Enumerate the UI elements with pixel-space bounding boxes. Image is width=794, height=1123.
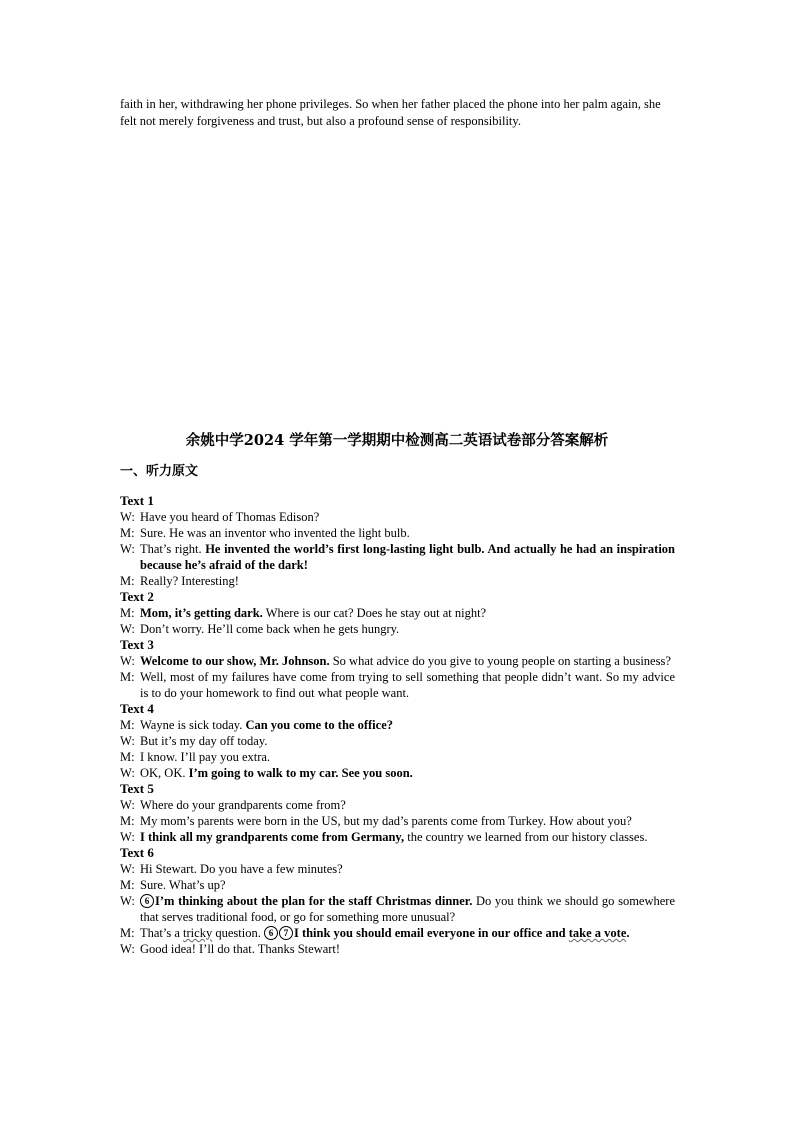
dialogue-line [120, 749, 675, 765]
text-segment: I’m thinking about the plan for the staff Christmas dinner. [155, 894, 473, 908]
text-label: Text 4 [120, 701, 154, 716]
text-label: Text 1 [120, 493, 154, 508]
dialogue-line [120, 861, 675, 877]
dialogue-text [140, 877, 675, 893]
speaker-label: M: [120, 574, 135, 588]
text-segment: I think you should email everyone in our office and [293, 926, 569, 940]
dialogue-text [140, 573, 675, 589]
speaker-label: M: [120, 718, 135, 732]
dialogue-text [140, 669, 675, 701]
dialogue-line [120, 717, 675, 733]
dialogue-text [140, 941, 675, 957]
dialogue-line [120, 765, 675, 781]
text-segment: Do you think we should go somewhere that serves traditional food, or go for something more unusual? [140, 894, 676, 924]
text-label: Text 2 [120, 589, 154, 604]
text-segment: Welcome to our show, Mr. Johnson. [140, 654, 330, 668]
dialogue-text [140, 797, 675, 813]
dialogue-text [140, 925, 675, 941]
text-label: Text 3 [120, 637, 154, 652]
dialogue-text [140, 861, 675, 877]
dialogue-text [140, 749, 675, 765]
intro-paragraph: faith in her, withdrawing her phone privileges. So when her father placed the phone into her palm again, she felt not merely forgiveness and trust, but also a profound sense of responsibility. [120, 97, 661, 128]
dialogue-line [120, 525, 675, 541]
text-segment: take a vote [568, 926, 627, 940]
text-segment: Can you come to the office? [245, 718, 393, 732]
text-segment: Where is our cat? Does he stay out at night? [262, 606, 487, 620]
text-segment: Really? Interesting! [140, 574, 239, 588]
dialogue-line [120, 733, 675, 749]
text-segment: I think all my grandparents come from Germany, [140, 830, 405, 844]
text-segment: But it’s my day off today. [140, 734, 268, 748]
dialogue-text [140, 829, 675, 845]
dialogue-line [120, 925, 675, 941]
text-segment: OK, OK. [140, 766, 189, 780]
dialogue-line [120, 941, 675, 957]
speaker-label: M: [120, 526, 135, 540]
text-segment: I’m going to walk to my car. See you soon. [188, 766, 413, 780]
speaker-label: M: [120, 926, 135, 940]
speaker-label: M: [120, 814, 135, 828]
text-segment: That’s right. [140, 542, 206, 556]
dialogue-line [120, 541, 675, 573]
text-segment: Where do your grandparents come from? [140, 798, 346, 812]
text-segment: Sure. What’s up? [140, 878, 226, 892]
question-number-marker: 6 [140, 894, 154, 908]
speaker-label: W: [120, 862, 135, 876]
text-segment: Sure. He was an inventor who invented the light bulb. [140, 526, 410, 540]
text-segment: Don’t worry. He’ll come back when he gets hungry. [140, 622, 400, 636]
text-segment: So what advice do you give to young people on starting a business? [329, 654, 671, 668]
dialogue-text [140, 525, 675, 541]
text-segment: Have you heard of Thomas Edison? [140, 510, 320, 524]
dialogue-text [140, 733, 675, 749]
speaker-label: W: [120, 798, 135, 812]
text-label: Text 6 [120, 845, 154, 860]
dialogue-line [120, 669, 675, 701]
text-segment: Good idea! I’ll do that. Thanks Stewart! [140, 942, 341, 956]
dialogue-text [140, 653, 675, 669]
speaker-label: W: [120, 894, 135, 908]
dialogue-line [120, 653, 675, 669]
text-segment: the country we learned from our history classes. [404, 830, 648, 844]
speaker-label: W: [120, 622, 135, 636]
dialogue-line [120, 509, 675, 525]
question-number-marker: 7 [279, 926, 293, 940]
dialogue-text [140, 717, 675, 733]
speaker-label: M: [120, 878, 135, 892]
speaker-label: W: [120, 510, 135, 524]
speaker-label: W: [120, 654, 135, 668]
dialogue-line [120, 877, 675, 893]
text-segment: He invented the world’s first long-lasting light bulb. And actually he had an inspiration because he’s afraid of the dark! [140, 542, 675, 572]
dialogue-line [120, 829, 675, 845]
question-number-marker: 6 [264, 926, 278, 940]
speaker-label: W: [120, 734, 135, 748]
text-segment: Wayne is sick today. [140, 718, 246, 732]
text-segment: question. [212, 926, 264, 940]
dialogue-line [120, 813, 675, 829]
text-segment: . [626, 926, 630, 940]
speaker-label: W: [120, 942, 135, 956]
dialogue-text [140, 813, 675, 829]
listening-transcript [120, 493, 675, 957]
speaker-label: M: [120, 606, 135, 620]
text-label: Text 5 [120, 781, 154, 796]
dialogue-line [120, 893, 675, 925]
dialogue-text [140, 541, 675, 573]
section-heading: 一、听力原文 [120, 464, 199, 479]
dialogue-line [120, 573, 675, 589]
dialogue-text [140, 893, 675, 925]
page-title: 余姚中学2024 学年第一学期期中检测高二英语试卷部分答案解析 [185, 432, 609, 449]
text-segment: Mom, it’s getting dark. [140, 606, 263, 620]
text-segment: Well, most of my failures have come from trying to sell something that people didn’t want. So my advice is to do your homework to find out what people want. [140, 670, 675, 700]
dialogue-line [120, 605, 675, 621]
text-segment: Hi Stewart. Do you have a few minutes? [140, 862, 343, 876]
text-segment: I know. I’ll pay you extra. [140, 750, 271, 764]
dialogue-text [140, 765, 675, 781]
speaker-label: M: [120, 750, 135, 764]
dialogue-line [120, 621, 675, 637]
speaker-label: W: [120, 542, 135, 556]
speaker-label: W: [120, 766, 135, 780]
dialogue-text [140, 621, 675, 637]
text-segment: That’s a [140, 926, 184, 940]
speaker-label: M: [120, 670, 135, 684]
text-segment: My mom’s parents were born in the US, but my dad’s parents come from Turkey. How about you? [140, 814, 632, 828]
speaker-label: W: [120, 830, 135, 844]
dialogue-text [140, 605, 675, 621]
text-segment: tricky [183, 926, 213, 940]
dialogue-line [120, 797, 675, 813]
dialogue-text [140, 509, 675, 525]
